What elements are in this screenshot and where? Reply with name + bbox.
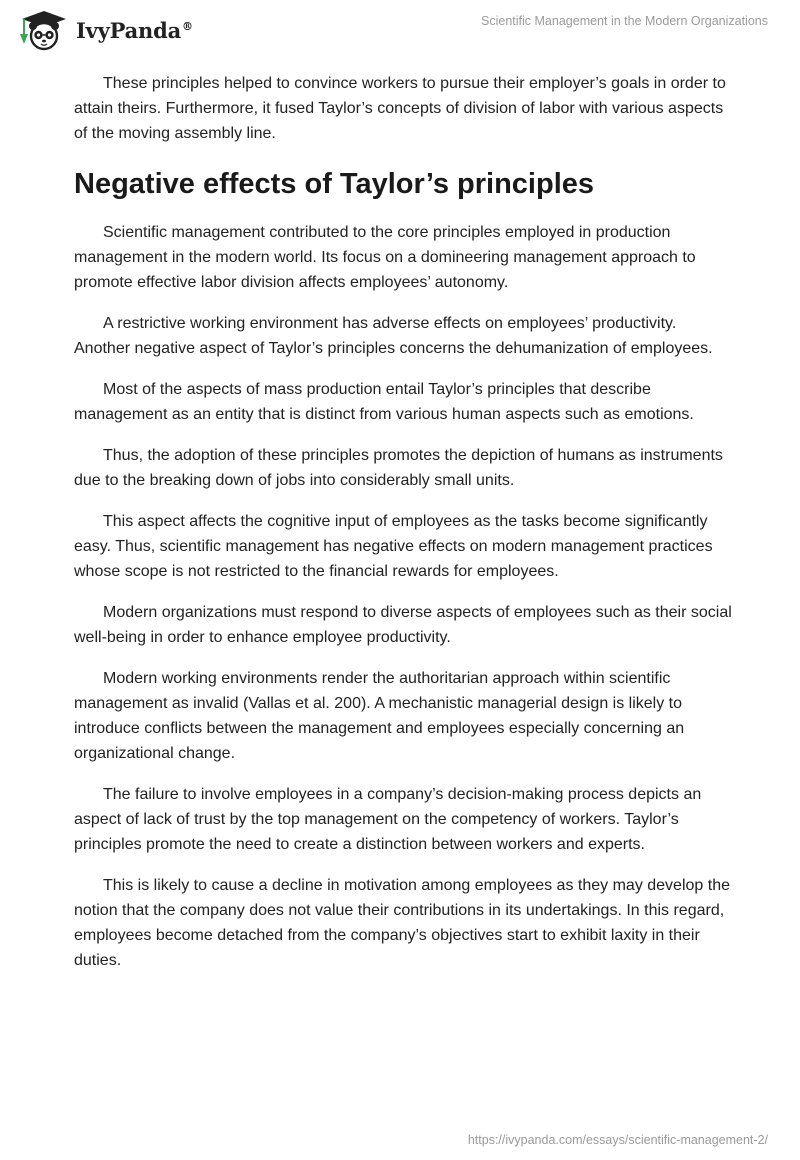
essay-content: [74, 71, 734, 989]
panda-graduate-icon: [14, 8, 70, 52]
brand-name: IvyPanda®: [76, 17, 193, 43]
document-title: Scientific Management in the Modern Organizations: [481, 14, 768, 28]
body-paragraph: Thus, the adoption of these principles promotes the depiction of humans as instruments due to the breaking down of jobs into considerably small units.: [74, 447, 723, 489]
registered-mark: ®: [182, 19, 193, 33]
body-paragraph: This aspect affects the cognitive input of employees as the tasks become significantly easy. Thus, scientific management has negative effects on modern management practices whose scope is not restricted to the financial rewards for employees.: [74, 513, 713, 580]
body-paragraph: This is likely to cause a decline in motivation among employees as they may develop the notion that the company does not value their contributions in its undertakings. In this regard, employees become detached from the company’s objectives start to exhibit laxity in their duties.: [74, 877, 730, 969]
body-paragraph: A restrictive working environment has adverse effects on employees’ productivity. Another negative aspect of Taylor’s principles concerns the dehumanization of employees.: [74, 315, 713, 357]
section-heading: Negative effects of Taylor’s principles: [74, 168, 595, 200]
body-paragraph: Scientific management contributed to the core principles employed in production management in the modern world. Its focus on a domineering management approach to promote effective labor division affects employees’ autonomy.: [74, 224, 696, 291]
body-paragraph: The failure to involve employees in a company’s decision-making process depicts an aspect of lack of trust by the top management on the competency of workers. Taylor’s principles promote the need to create a distinction between workers and experts.: [74, 786, 702, 853]
source-url-link[interactable]: https://ivypanda.com/essays/scientific-management-2/: [467, 1133, 768, 1147]
body-paragraph: Modern working environments render the authoritarian approach within scientific management as invalid (Vallas et al. 200). A mechanistic managerial design is likely to introduce conflicts between the management and employees especially concerning an organizational change.: [74, 670, 685, 762]
intro-paragraph: These principles helped to convince workers to pursue their employer’s goals in order to attain theirs. Furthermore, it fused Taylor’s concepts of division of labor with various aspects of the moving assembly line.: [74, 75, 726, 142]
body-paragraph: Most of the aspects of mass production entail Taylor’s principles that describe management as an entity that is distinct from various human aspects such as emotions.: [74, 381, 694, 423]
body-paragraph: Modern organizations must respond to diverse aspects of employees such as their social well-being in order to enhance employee productivity.: [74, 604, 732, 646]
brand-logo[interactable]: [14, 8, 193, 52]
page-header: [0, 0, 800, 60]
